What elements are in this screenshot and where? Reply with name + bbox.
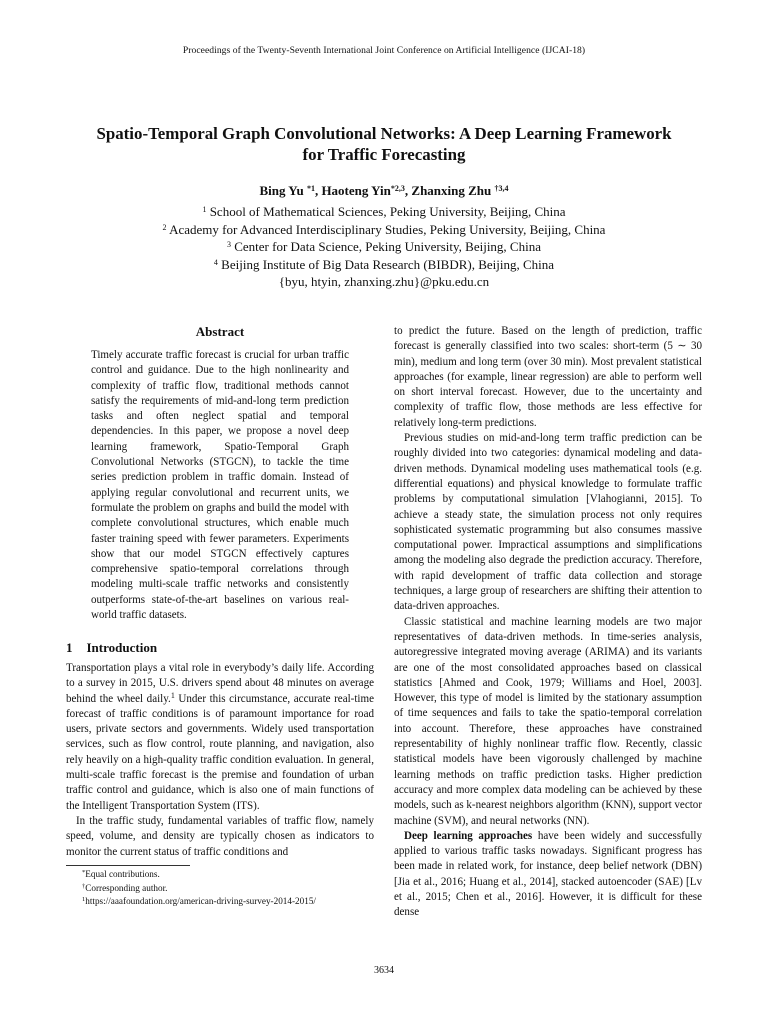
abstract-heading: Abstract	[195, 324, 245, 339]
footnote	[66, 882, 374, 896]
title-line-2: for Traffic Forecasting	[302, 145, 466, 164]
footnote-ref: 1	[170, 690, 175, 700]
affiliation-number: 3	[226, 240, 231, 250]
paragraph: Classic statistical and machine learning models are two major representatives of data-driven methods. In time-series analysis, autoregressive integrated moving average (ARIMA) and its variants are one of the most consolidated approaches based on classical statistics [Ahmed and Cook, 1979; Williams and Hoel, 2003]. However, this type of model is limited by the stationary assumption of time sequences and fails to take the spatio-temporal correlation into account. Therefore, these approaches have constrained representability of highly nonlinear traffic flow. Recently, classic statistical models have been vigorously challenged by machine learning methods on traffic prediction tasks. Higher prediction accuracy and more complex data modeling can be achieved by these models, such as k-nearest neighbors algorithm (KNN), support vector machine (SVM), and neural networks (NN).	[394, 615, 703, 827]
footnote-divider	[66, 865, 190, 866]
affiliations	[0, 203, 768, 291]
affiliation-number: 1	[202, 205, 207, 214]
footnote-mark: *	[82, 869, 86, 876]
affiliation-text: Center for Data Science, Peking University, Beijing, China	[234, 239, 541, 255]
footnote-link[interactable]: https://aaafoundation.org/american-driving-survey-2014-2015/	[85, 896, 316, 906]
affiliation	[0, 203, 768, 221]
paragraph	[394, 829, 702, 921]
paper-title	[40, 123, 728, 165]
paragraph	[66, 661, 374, 814]
author-marks: †3,4	[494, 184, 509, 193]
affiliation-number: 2	[162, 222, 167, 232]
author-list: Bing Yu $^{*1}$, Haoteng Yin$^{*2,3}$, Zhanxing Zhu $^{\dagger 3,4}$	[259, 183, 509, 198]
right-column-body	[394, 324, 702, 921]
paragraph-text: Transportation plays a vital role in everybody’s daily life. According to a survey in 2015, U.S. drivers spend about 48 minutes on average behind the wheel daily.	[66, 662, 374, 705]
affiliation	[0, 238, 768, 256]
paragraph-text: Under this circumstance, accurate real-time forecast of traffic conditions is of paramount importance for road users, private sectors and governments. Widely used transportation services, such as flow control, route planning, and navigation, also rely heavily on a high-quality traffic condition evaluation. In general, multi-scale traffic forecast is the premise and foundation of urban traffic control and guidance, which is also one of main functions of the Intelligent Transportation System (ITS).	[66, 692, 374, 812]
left-column-body	[66, 661, 374, 860]
title-line-1: Spatio-Temporal Graph Convolutional Networks: A Deep Learning Framework	[96, 124, 672, 143]
author-emails: {byu, htyin, zhanxing.zhu}@pku.edu.cn	[278, 274, 490, 290]
affiliation	[0, 221, 768, 239]
author-marks: *2,3	[390, 184, 405, 193]
footnote	[66, 895, 374, 909]
abstract-text: Timely accurate traffic forecast is crucial for urban traffic control and guidance. Due to the high nonlinearity and complexity of traffic flow, traditional methods cannot satisfy the requirements of mid-and-long term prediction tasks and often neglect spatial and temporal dependencies. In this paper, we propose a novel deep learning framework, Spatio-Temporal Graph Convolutional Networks (STGCN), to tackle the time series prediction problem in traffic domain. Instead of applying regular convolutional and recurrent units, we formulate the problem on graphs and build the model with complete convolutional structures, which enable much faster training speed with fewer parameters. Experiments show that our model STGCN effectively captures comprehensive spatio-temporal correlations through modeling multi-scale traffic networks and consistently outperforms state-of-the-art baselines on various real-world traffic datasets.	[91, 349, 350, 622]
footnote-text: Equal contributions.	[85, 869, 160, 879]
affiliation-text: Beijing Institute of Big Data Research (BIBDR), Beijing, China	[221, 256, 555, 272]
proceedings-header: Proceedings of the Twenty-Seventh International Joint Conference on Artificial Intelligence (IJCAI-18)	[182, 45, 586, 56]
section-number: 1	[66, 640, 73, 655]
section-title: Introduction	[86, 640, 158, 655]
footnote-mark: 1	[82, 896, 86, 903]
bold-phrase: Deep learning approaches	[404, 829, 533, 842]
footnote-text: Corresponding author.	[85, 882, 168, 893]
author-name: Haoteng Yin	[321, 183, 391, 198]
footnote	[66, 868, 374, 882]
author-name: Zhanxing Zhu	[411, 183, 492, 198]
author-marks: *1	[306, 184, 315, 193]
page-number: 3634	[374, 965, 394, 976]
affiliation	[0, 256, 768, 274]
section-heading-introduction	[66, 640, 374, 656]
affiliation-number: 4	[213, 257, 218, 267]
footnotes	[66, 868, 374, 909]
affiliation-text: Academy for Advanced Interdisciplinary Studies, Peking University, Beijing, China	[169, 221, 606, 237]
paragraph: Previous studies on mid-and-long term traffic prediction can be roughly divided into two categories: dynamical modeling and data-driven methods. Dynamical modeling uses mathematical tools (e.g. differential equations) and physical knowledge to formulate traffic problems by computational simulation [Vlahogianni, 2015]. To achieve a steady state, the simulation process not only requires sophisticated systematic programming but also consumes massive computational power. Impractical assumptions and simplifications among the modeling also degrade the prediction accuracy. Therefore, with rapid development of traffic data collection and storage techniques, a large group of researchers are shifting their attention to data-driven approaches.	[394, 432, 702, 613]
paragraph-text: have been widely and successfully applied to various traffic tasks nowadays. Significant progress has been made in related work, for instance, deep belief network (DBN) [Jia et al., 2016; Huang et al., 2014], stacked autoencoder (SAE) [Lv et al., 2015; Chen et al., 2016]. However, it is difficult for these dense	[394, 829, 702, 919]
paragraph: In the traffic study, fundamental variables of traffic flow, namely speed, volume, and density are typically chosen as indicators to monitor the current status of traffic conditions and	[66, 814, 374, 858]
author-name: Bing Yu	[259, 183, 304, 198]
affiliation-text: School of Mathematical Sciences, Peking University, Beijing, China	[209, 204, 566, 219]
footnote-mark: †	[82, 882, 86, 890]
paragraph: to predict the future. Based on the length of prediction, traffic forecast is generally classified into two scales: short-term (5 ∼ 30 min), medium and long term (over 30 min). Most prevalent statistical approaches (for example, linear regression) are able to perform well on short interval forecast. However, due to the uncertainty and complexity of traffic flow, those methods are less effective for relatively long-term predictions.	[394, 325, 702, 429]
